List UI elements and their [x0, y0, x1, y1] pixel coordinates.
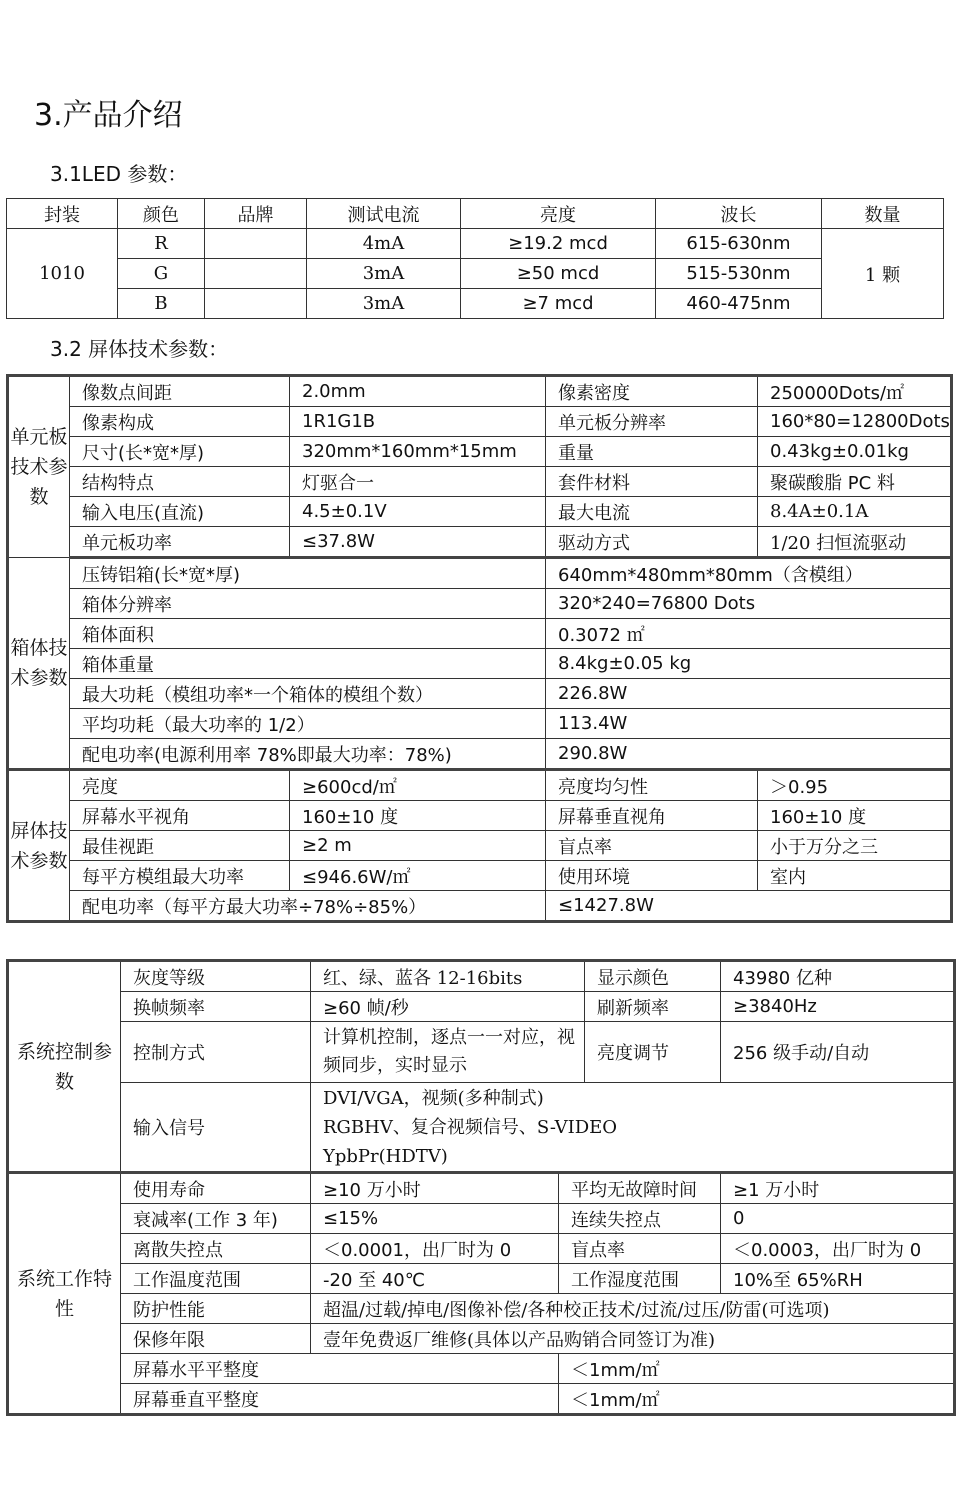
param-value: 8.4kg±0.05 kg	[546, 649, 952, 679]
input-signal-value	[311, 1083, 955, 1173]
table-row	[8, 467, 952, 497]
param-value: 160±10 度	[290, 801, 546, 831]
param-name: 像素构成	[70, 407, 290, 437]
brightness-cell: ≥7 mcd	[461, 289, 656, 319]
header-cell: 品牌	[205, 199, 307, 229]
param-value: ≥3840Hz	[721, 992, 955, 1022]
param-value: ＜1mm/㎡	[559, 1354, 955, 1384]
led-table-header	[7, 199, 944, 229]
param-name: 盲点率	[546, 831, 758, 861]
param-name: 最大电流	[546, 497, 758, 527]
table-row	[8, 831, 952, 861]
param-name: 尺寸(长*宽*厚)	[70, 437, 290, 467]
param-name: 离散失控点	[121, 1234, 311, 1264]
param-value: 0.43kg±0.01kg	[758, 437, 952, 467]
param-name: 控制方式	[121, 1022, 311, 1083]
table-row	[8, 376, 952, 407]
table-row	[8, 1324, 955, 1354]
screen-label: 屏体技术参数	[8, 770, 70, 922]
param-name: 屏幕垂直平整度	[121, 1384, 559, 1415]
param-value: 计算机控制，逐点一一对应，视频同步，实时显示	[311, 1022, 585, 1083]
quantity-cell: 1 颗	[822, 229, 944, 319]
param-value: 4.5±0.1V	[290, 497, 546, 527]
table-row	[8, 961, 955, 992]
param-name: 驱动方式	[546, 527, 758, 558]
param-value: 226.8W	[546, 679, 952, 709]
table-row	[8, 861, 952, 891]
param-name: 单元板分辨率	[546, 407, 758, 437]
param-name: 保修年限	[121, 1324, 311, 1354]
param-name: 使用环境	[546, 861, 758, 891]
header-cell: 颜色	[118, 199, 205, 229]
current-cell: 4mA	[307, 229, 461, 259]
text-line: YpbPr(HDTV)	[323, 1145, 448, 1167]
table-row	[8, 589, 952, 619]
param-name: 亮度	[70, 770, 290, 801]
param-name: 屏幕水平视角	[70, 801, 290, 831]
wavelength-cell: 460-475nm	[656, 289, 822, 319]
wavelength-cell: 615-630nm	[656, 229, 822, 259]
param-value: 290.8W	[546, 739, 952, 770]
param-value: ＜0.0001，出厂时为 0	[311, 1234, 559, 1264]
table-row	[8, 1264, 955, 1294]
param-value: 1/20 扫恒流驱动	[758, 527, 952, 558]
param-name: 每平方模组最大功率	[70, 861, 290, 891]
param-value: ≤15%	[311, 1204, 559, 1234]
table-row	[8, 709, 952, 739]
header-cell: 亮度	[461, 199, 656, 229]
led-table	[6, 198, 944, 319]
unit-board-label: 单元板技术参数	[8, 376, 70, 558]
param-name: 屏幕水平平整度	[121, 1354, 559, 1384]
wavelength-cell: 515-530nm	[656, 259, 822, 289]
color-cell: B	[118, 289, 205, 319]
work-label: 系统工作特性	[8, 1173, 121, 1415]
param-name: 配电功率（每平方最大功率÷78%÷85%）	[70, 891, 546, 922]
param-value: ＜1mm/㎡	[559, 1384, 955, 1415]
param-name: 单元板功率	[70, 527, 290, 558]
param-name: 重量	[546, 437, 758, 467]
param-value: 113.4W	[546, 709, 952, 739]
param-value: ≥2 m	[290, 831, 546, 861]
param-value: 聚碳酸脂 PC 料	[758, 467, 952, 497]
section-heading: 3.产品介绍	[34, 98, 183, 133]
brightness-cell: ≥50 mcd	[461, 259, 656, 289]
brand-cell	[205, 289, 307, 319]
current-cell: 3mA	[307, 289, 461, 319]
param-value: ≤946.6W/㎡	[290, 861, 546, 891]
param-name: 衰减率(工作 3 年)	[121, 1204, 311, 1234]
table-row	[8, 679, 952, 709]
header-cell: 封装	[7, 199, 118, 229]
param-name: 亮度均匀性	[546, 770, 758, 801]
param-name: 压铸铝箱(长*宽*厚)	[70, 558, 546, 589]
table-row	[7, 289, 944, 319]
param-name: 盲点率	[559, 1234, 721, 1264]
param-name: 配电功率(电源利用率 78%即最大功率：78%)	[70, 739, 546, 770]
param-value: 320mm*160mm*15mm	[290, 437, 546, 467]
param-name: 灰度等级	[121, 961, 311, 992]
param-value: 160*80=12800Dots	[758, 407, 952, 437]
param-value: 壹年免费返厂维修(具体以产品购销合同签订为准)	[311, 1324, 955, 1354]
param-value: 256 级手动/自动	[721, 1022, 955, 1083]
table-row	[8, 1022, 955, 1083]
table-row	[8, 992, 955, 1022]
table-row	[8, 619, 952, 649]
text-line: RGBHV、复合视频信号、S-VIDEO	[323, 1116, 618, 1138]
table-row	[8, 558, 952, 589]
table-row	[8, 1204, 955, 1234]
color-cell: G	[118, 259, 205, 289]
table-row	[8, 1384, 955, 1415]
param-value: ≥600cd/㎡	[290, 770, 546, 801]
param-value: 0.3072 ㎡	[546, 619, 952, 649]
param-value: ≥10 万小时	[311, 1173, 559, 1204]
param-name: 亮度调节	[585, 1022, 721, 1083]
param-name: 输入电压(直流)	[70, 497, 290, 527]
param-value: ＞0.95	[758, 770, 952, 801]
table-row	[8, 407, 952, 437]
table-row	[7, 229, 944, 259]
param-value: ≥1 万小时	[721, 1173, 955, 1204]
color-cell: R	[118, 229, 205, 259]
param-name: 换帧频率	[121, 992, 311, 1022]
param-value: ≤37.8W	[290, 527, 546, 558]
param-name: 使用寿命	[121, 1173, 311, 1204]
param-name: 最佳视距	[70, 831, 290, 861]
param-value: 160±10 度	[758, 801, 952, 831]
param-name: 连续失控点	[559, 1204, 721, 1234]
param-value: 灯驱合一	[290, 467, 546, 497]
param-name: 显示颜色	[585, 961, 721, 992]
param-value: 小于万分之三	[758, 831, 952, 861]
table-row	[8, 739, 952, 770]
param-name: 输入信号	[121, 1083, 311, 1173]
table-row	[8, 649, 952, 679]
table-row	[8, 770, 952, 801]
param-value: 10%至 65%RH	[721, 1264, 955, 1294]
led-params-heading: 3.1LED 参数：	[50, 162, 188, 186]
param-name: 平均功耗（最大功率的 1/2）	[70, 709, 546, 739]
text-line: DVI/VGA，视频(多种制式)	[323, 1087, 544, 1109]
control-label: 系统控制参数	[8, 961, 121, 1173]
param-value: ＜0.0003，出厂时为 0	[721, 1234, 955, 1264]
brand-cell	[205, 229, 307, 259]
param-value: 640mm*480mm*80mm（含模组）	[546, 558, 952, 589]
param-value: 超温/过载/掉电/图像补偿/各种校正技术/过流/过压/防雷(可选项)	[311, 1294, 955, 1324]
table-row	[8, 891, 952, 922]
param-name: 箱体分辨率	[70, 589, 546, 619]
header-cell: 测试电流	[307, 199, 461, 229]
param-value: 1R1G1B	[290, 407, 546, 437]
param-name: 套件材料	[546, 467, 758, 497]
param-value: 红、绿、蓝各 12-16bits	[311, 961, 585, 992]
param-value: 320*240=76800 Dots	[546, 589, 952, 619]
brand-cell	[205, 259, 307, 289]
table-row	[8, 1354, 955, 1384]
param-value: 250000Dots/㎡	[758, 376, 952, 407]
param-name: 刷新频率	[585, 992, 721, 1022]
param-value: 2.0mm	[290, 376, 546, 407]
table-row	[8, 1083, 955, 1173]
param-name: 像数点间距	[70, 376, 290, 407]
brightness-cell: ≥19.2 mcd	[461, 229, 656, 259]
param-value: 0	[721, 1204, 955, 1234]
param-name: 最大功耗（模组功率*一个箱体的模组个数）	[70, 679, 546, 709]
table-row	[8, 527, 952, 558]
param-value: 43980 亿种	[721, 961, 955, 992]
param-name: 防护性能	[121, 1294, 311, 1324]
param-value: 室内	[758, 861, 952, 891]
table-row	[8, 1294, 955, 1324]
param-name: 屏幕垂直视角	[546, 801, 758, 831]
table-row	[8, 497, 952, 527]
system-table	[6, 959, 956, 1416]
header-cell: 数量	[822, 199, 944, 229]
table-row	[8, 1173, 955, 1204]
param-name: 工作温度范围	[121, 1264, 311, 1294]
param-name: 像素密度	[546, 376, 758, 407]
table-row	[8, 801, 952, 831]
header-cell: 波长	[656, 199, 822, 229]
current-cell: 3mA	[307, 259, 461, 289]
screen-tech-table	[6, 374, 953, 923]
table-row	[8, 1234, 955, 1264]
param-value: -20 至 40℃	[311, 1264, 559, 1294]
param-name: 结构特点	[70, 467, 290, 497]
param-name: 箱体面积	[70, 619, 546, 649]
table-row	[7, 259, 944, 289]
table-row	[8, 437, 952, 467]
param-value: 8.4A±0.1A	[758, 497, 952, 527]
param-name: 工作湿度范围	[559, 1264, 721, 1294]
screen-params-heading: 3.2 屏体技术参数：	[50, 337, 229, 361]
param-name: 平均无故障时间	[559, 1173, 721, 1204]
param-value: ≤1427.8W	[546, 891, 952, 922]
cabinet-label: 箱体技术参数	[8, 558, 70, 770]
param-value: ≥60 帧/秒	[311, 992, 585, 1022]
package-cell: 1010	[7, 229, 118, 319]
param-name: 箱体重量	[70, 649, 546, 679]
